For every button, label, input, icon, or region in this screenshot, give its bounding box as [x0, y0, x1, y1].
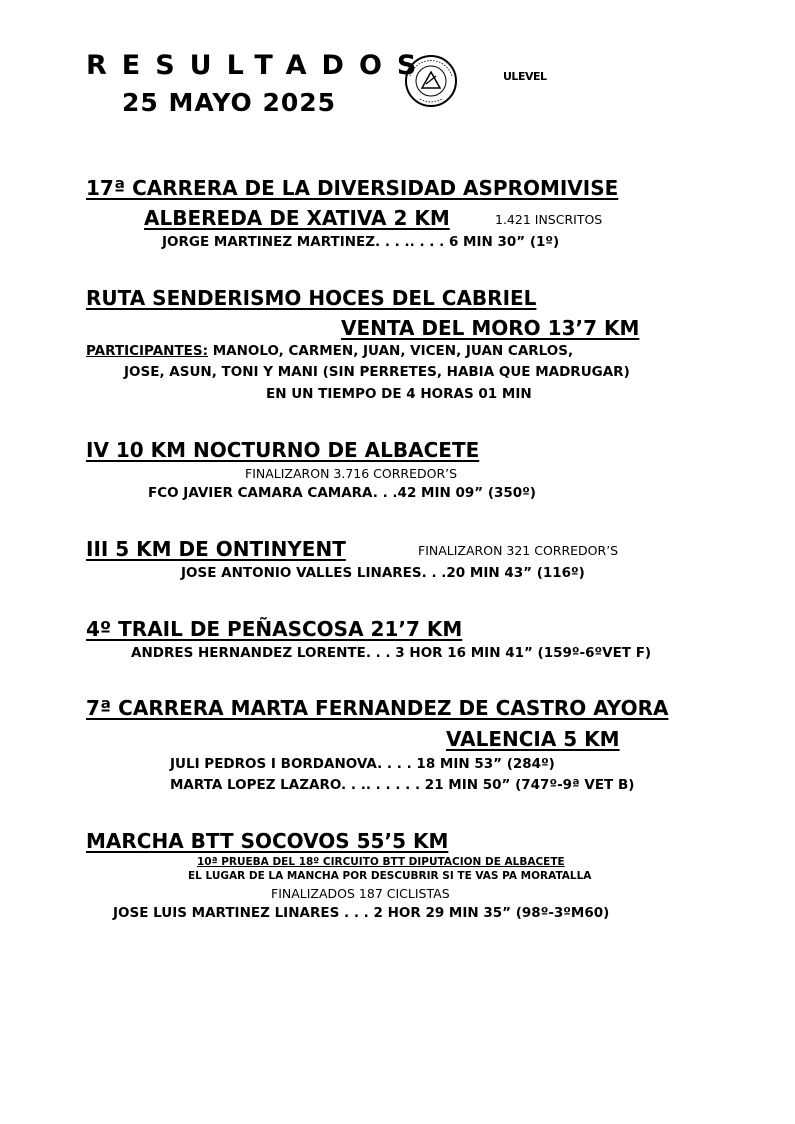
event-note: EL LUGAR DE LA MANCHA POR DESCUBRIR SI TE VAS PA MORATALLA — [188, 870, 592, 882]
event-title: MARCHA BTT SOCOVOS 55’5 KM — [86, 829, 449, 853]
event-result: FCO JAVIER CAMARA CAMARA. . .42 MIN 09” (350º) — [148, 485, 536, 501]
participants-label: PARTICIPANTES: — [86, 343, 209, 359]
event-result: JORGE MARTINEZ MARTINEZ. . . .. . . . 6 MIN 30” (1º) — [162, 234, 560, 250]
event-title: RUTA SENDERISMO HOCES DEL CABRIEL — [86, 286, 537, 310]
page-date: 25 MAYO 2025 — [122, 88, 337, 117]
event-title: 4º TRAIL DE PEÑASCOSA 21’7 KM — [86, 617, 463, 641]
event-result: JOSE LUIS MARTINEZ LINARES . . . 2 HOR 29 MIN 35” (98º-3ºM60) — [113, 905, 610, 921]
event-note: 1.421 INSCRITOS — [495, 212, 603, 227]
page-title: RESULTADOS — [86, 50, 432, 81]
event-title: 17ª CARRERA DE LA DIVERSIDAD ASPROMIVISE — [86, 176, 619, 200]
event-subtitle: ALBEREDA DE XATIVA 2 KM — [144, 206, 450, 230]
participants-line — [86, 343, 573, 359]
event-note: FINALIZARON 3.716 CORREDOR’S — [245, 466, 458, 481]
event-title: III 5 KM DE ONTINYENT — [86, 537, 346, 561]
event-subtitle: VALENCIA 5 KM — [446, 727, 620, 751]
event-subtitle: VENTA DEL MORO 13’7 KM — [341, 316, 640, 340]
club-logo-icon — [404, 54, 458, 108]
club-logo — [404, 54, 458, 108]
event-title: IV 10 KM NOCTURNO DE ALBACETE — [86, 438, 480, 462]
participants-line: JOSE, ASUN, TONI Y MANI (SIN PERRETES, HABIA QUE MADRUGAR) — [124, 364, 630, 380]
brand-logo: ULEVEL — [503, 70, 547, 83]
event-result: MARTA LOPEZ LAZARO. . .. . . . . . 21 MIN 50” (747º-9ª VET B) — [170, 777, 635, 793]
event-title: 7ª CARRERA MARTA FERNANDEZ DE CASTRO AYORA — [86, 696, 669, 720]
event-result: JOSE ANTONIO VALLES LINARES. . .20 MIN 43” (116º) — [181, 565, 585, 581]
participants-names: MANOLO, CARMEN, JUAN, VICEN, JUAN CARLOS, — [208, 343, 574, 359]
event-result: JULI PEDROS I BORDANOVA. . . . 18 MIN 53” (284º) — [170, 756, 555, 772]
event-note: FINALIZARON 321 CORREDOR’S — [418, 543, 619, 558]
participants-time: EN UN TIEMPO DE 4 HORAS 01 MIN — [266, 386, 532, 402]
event-note: 10ª PRUEBA DEL 18º CIRCUITO BTT DIPUTACION DE ALBACETE — [197, 856, 565, 868]
event-note: FINALIZADOS 187 CICLISTAS — [271, 886, 450, 901]
event-result: ANDRES HERNANDEZ LORENTE. . . 3 HOR 16 MIN 41” (159º-6ºVET F) — [131, 645, 652, 661]
